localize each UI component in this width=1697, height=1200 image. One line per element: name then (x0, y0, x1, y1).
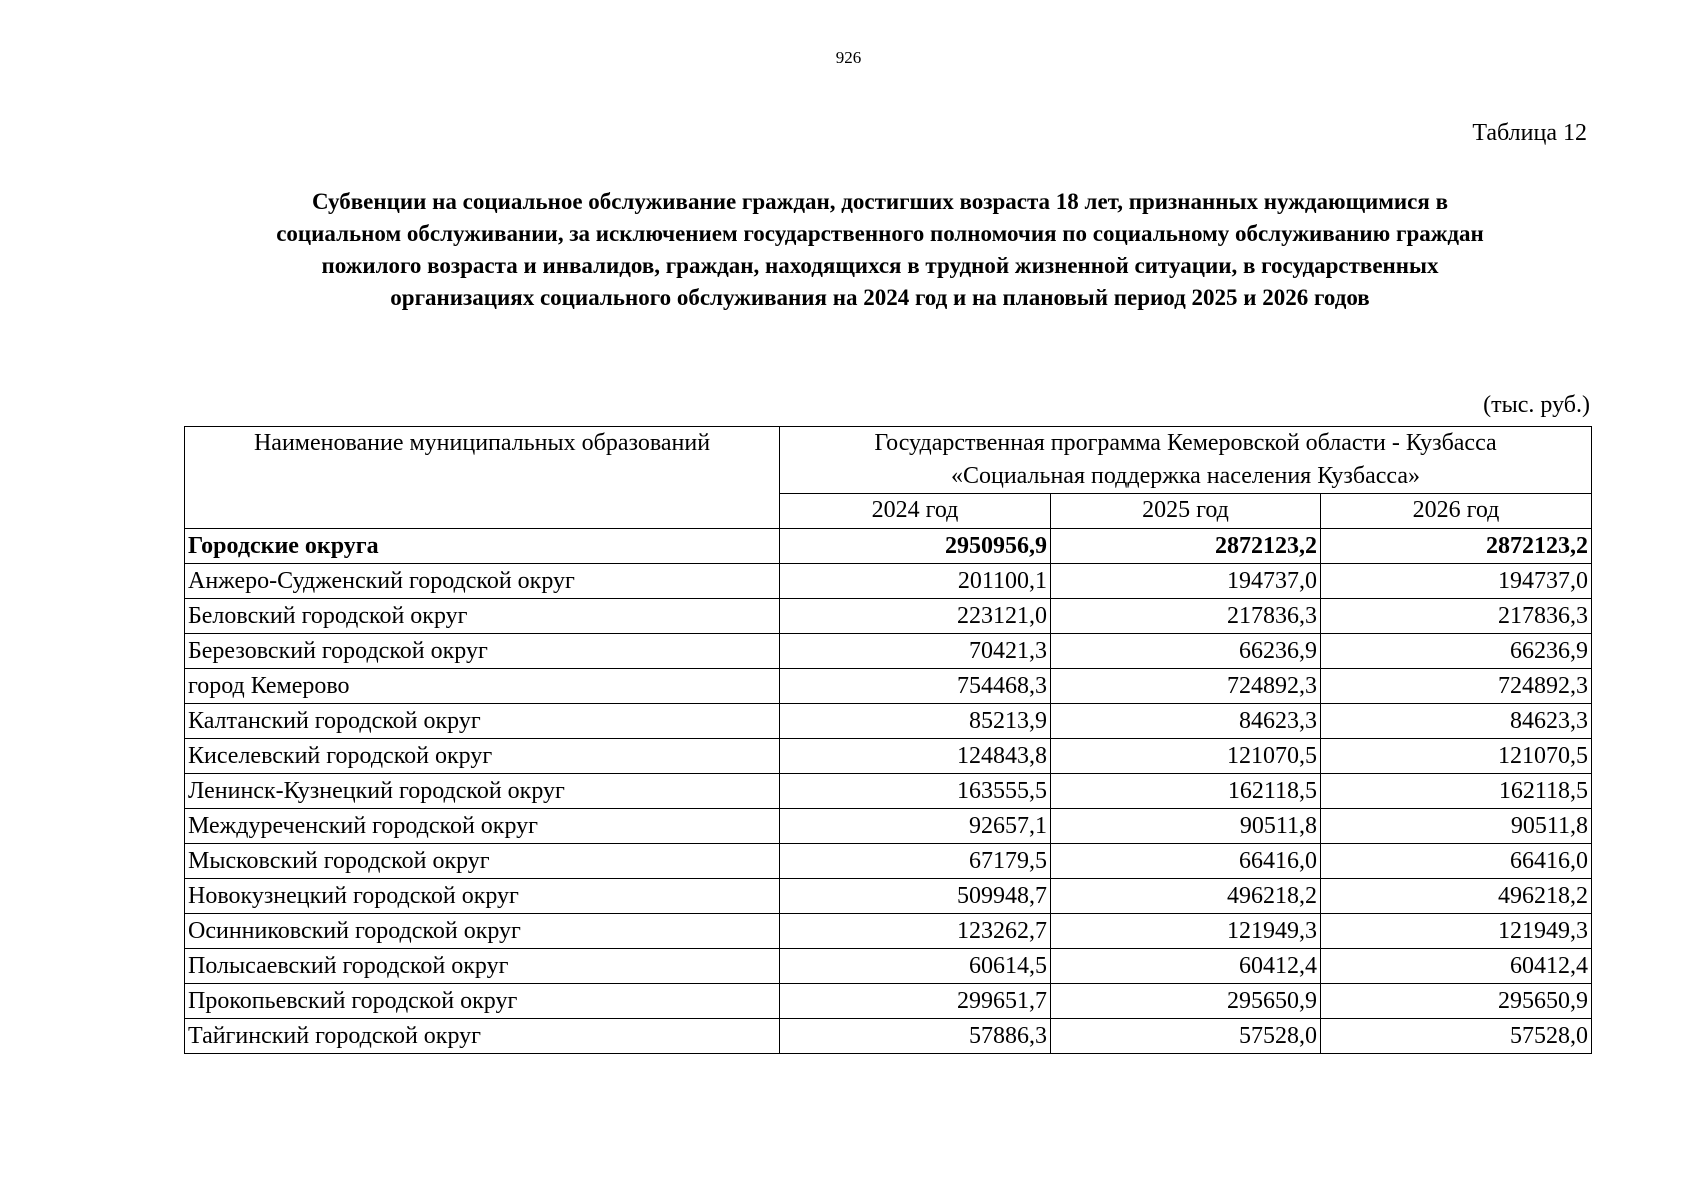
value-2024: 67179,5 (780, 844, 1051, 879)
value-2026: 60412,4 (1321, 949, 1592, 984)
value-2026: 496218,2 (1321, 879, 1592, 914)
municipality-name: город Кемерово (185, 669, 780, 704)
value-2026: 66236,9 (1321, 634, 1592, 669)
table-header-row (185, 427, 1592, 494)
value-2024: 201100,1 (780, 564, 1051, 599)
municipality-name: Анжеро-Судженский городской округ (185, 564, 780, 599)
value-2024: 163555,5 (780, 774, 1051, 809)
value-2025: 162118,5 (1051, 774, 1321, 809)
value-2026: 90511,8 (1321, 809, 1592, 844)
program-header-line: «Социальная поддержка населения Кузбасса» (950, 463, 1421, 489)
value-2026: 121949,3 (1321, 914, 1592, 949)
value-2024: 60614,5 (780, 949, 1051, 984)
value-2024: 92657,1 (780, 809, 1051, 844)
value-2026: 66416,0 (1321, 844, 1592, 879)
municipality-name: Киселевский городской округ (185, 739, 780, 774)
municipality-name: Междуреченский городской округ (185, 809, 780, 844)
document-title (160, 186, 1600, 314)
year-header-2026: 2026 год (1321, 494, 1592, 529)
value-2026: 121070,5 (1321, 739, 1592, 774)
table-row (185, 704, 1592, 739)
value-2026: 57528,0 (1321, 1019, 1592, 1054)
title-line: социальном обслуживании, за исключением государственного полномочия по социальному обслуживанию граждан (276, 221, 1484, 246)
program-header-line: Государственная программа Кемеровской области - Кузбасса (874, 430, 1497, 456)
municipality-name: Ленинск-Кузнецкий городской округ (185, 774, 780, 809)
total-value-2024: 2950956,9 (780, 529, 1051, 564)
value-2026: 295650,9 (1321, 984, 1592, 1019)
value-2025: 84623,3 (1051, 704, 1321, 739)
value-2025: 60412,4 (1051, 949, 1321, 984)
table-body (185, 529, 1592, 1054)
value-2025: 121949,3 (1051, 914, 1321, 949)
table-row (185, 879, 1592, 914)
value-2025: 66236,9 (1051, 634, 1321, 669)
table-row (185, 984, 1592, 1019)
table-row (185, 844, 1592, 879)
value-2024: 299651,7 (780, 984, 1051, 1019)
value-2026: 194737,0 (1321, 564, 1592, 599)
table-row (185, 949, 1592, 984)
value-2026: 162118,5 (1321, 774, 1592, 809)
title-line: Субвенции на социальное обслуживание граждан, достигших возраста 18 лет, признанных нуждающимися в (311, 189, 1448, 214)
municipality-name: Мысковский городской округ (185, 844, 780, 879)
table-row (185, 739, 1592, 774)
value-2025: 194737,0 (1051, 564, 1321, 599)
program-column-header (780, 427, 1592, 494)
value-2025: 57528,0 (1051, 1019, 1321, 1054)
value-2025: 66416,0 (1051, 844, 1321, 879)
value-2024: 124843,8 (780, 739, 1051, 774)
value-2025: 295650,9 (1051, 984, 1321, 1019)
municipality-name: Тайгинский городской округ (185, 1019, 780, 1054)
municipality-name: Беловский городской округ (185, 599, 780, 634)
year-header-2024: 2024 год (780, 494, 1051, 529)
year-header-2025: 2025 год (1051, 494, 1321, 529)
value-2026: 84623,3 (1321, 704, 1592, 739)
total-value-2026: 2872123,2 (1321, 529, 1592, 564)
value-2024: 754468,3 (780, 669, 1051, 704)
table-row (185, 634, 1592, 669)
table-label: Таблица 12 (1472, 120, 1587, 146)
table-row (185, 669, 1592, 704)
value-2025: 121070,5 (1051, 739, 1321, 774)
value-2024: 123262,7 (780, 914, 1051, 949)
table-row (185, 1019, 1592, 1054)
value-2026: 724892,3 (1321, 669, 1592, 704)
title-line: организациях социального обслуживания на 2024 год и на плановый период 2025 и 2026 годов (390, 285, 1370, 310)
table-row (185, 599, 1592, 634)
value-2025: 90511,8 (1051, 809, 1321, 844)
subventions-table (184, 426, 1592, 1054)
value-2025: 496218,2 (1051, 879, 1321, 914)
municipality-name: Прокопьевский городской округ (185, 984, 780, 1019)
value-2026: 217836,3 (1321, 599, 1592, 634)
units-label: (тыс. руб.) (1483, 392, 1590, 418)
municipality-name: Березовский городской округ (185, 634, 780, 669)
value-2024: 85213,9 (780, 704, 1051, 739)
title-line: пожилого возраста и инвалидов, граждан, находящихся в трудной жизненной ситуации, в государственных (321, 253, 1439, 278)
municipality-name: Осинниковский городской округ (185, 914, 780, 949)
value-2024: 70421,3 (780, 634, 1051, 669)
total-value-2025: 2872123,2 (1051, 529, 1321, 564)
value-2024: 223121,0 (780, 599, 1051, 634)
municipality-name: Калтанский городской округ (185, 704, 780, 739)
table-row (185, 914, 1592, 949)
municipality-name: Новокузнецкий городской округ (185, 879, 780, 914)
municipality-name: Полысаевский городской округ (185, 949, 780, 984)
table-row (185, 774, 1592, 809)
total-row (185, 529, 1592, 564)
page-number: 926 (835, 48, 862, 67)
municipality-column-header: Наименование муниципальных образований (185, 427, 780, 529)
value-2024: 57886,3 (780, 1019, 1051, 1054)
table-row (185, 564, 1592, 599)
value-2024: 509948,7 (780, 879, 1051, 914)
value-2025: 217836,3 (1051, 599, 1321, 634)
value-2025: 724892,3 (1051, 669, 1321, 704)
total-name: Городские округа (185, 529, 780, 564)
table-row (185, 809, 1592, 844)
